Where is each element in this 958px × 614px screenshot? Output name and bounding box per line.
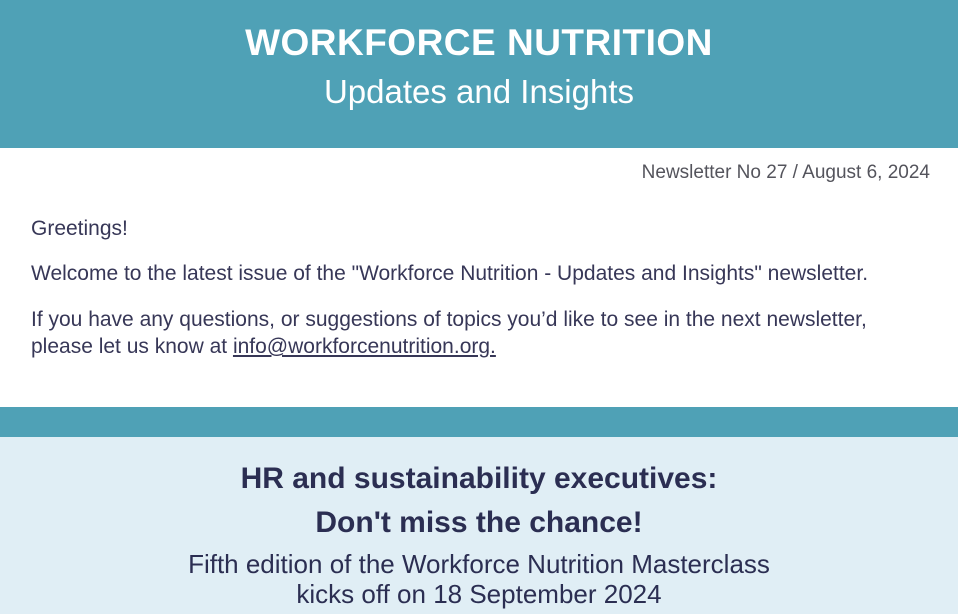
contact-text: If you have any questions, or suggestions of topics you’d like to see in the next newsletter, please let us know at [31, 308, 867, 358]
contact-paragraph [31, 306, 930, 360]
feature-heading-line1: HR and sustainability executives: [240, 462, 718, 495]
feature-body-line2: kicks off on 18 September 2024 [296, 579, 662, 609]
newsletter-title: WORKFORCE NUTRITION [245, 22, 713, 63]
feature-heading-line2: Don't miss the chance! [315, 506, 643, 539]
welcome-text: Welcome to the latest issue of the "Workforce Nutrition - Updates and Insights" newsletter. [31, 262, 869, 285]
teal-divider-bar [0, 407, 958, 437]
feature-body-line1: Fifth edition of the Workforce Nutrition Masterclass [188, 549, 770, 579]
newsletter-subtitle: Updates and Insights [323, 73, 635, 110]
contact-email-link[interactable]: info@workforcenutrition.org. [232, 335, 496, 358]
header-banner [0, 0, 958, 148]
issue-meta-line: Newsletter No 27 / August 6, 2024 [641, 162, 930, 183]
intro-section [0, 148, 958, 407]
feature-section [0, 437, 958, 614]
greeting-text: Greetings! [31, 217, 128, 240]
